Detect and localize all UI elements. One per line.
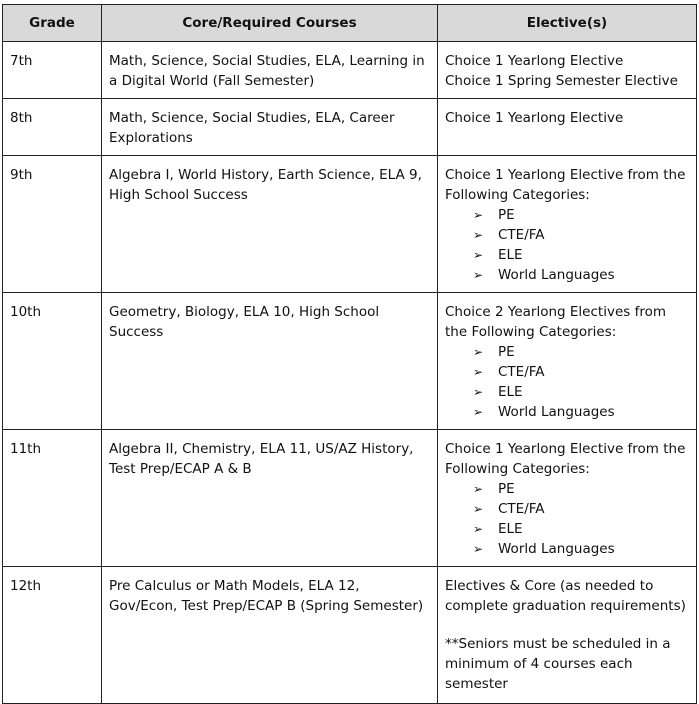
core-courses-cell: Pre Calculus or Math Models, ELA 12, Gov/Econ, Test Prep/ECAP B (Spring Semester) [102,567,438,704]
category-label: World Languages [498,267,615,283]
arrow-bullet-icon: ➢ [473,542,484,556]
list-item [473,499,689,519]
category-label: PE [498,207,515,223]
core-courses-cell: Math, Science, Social Studies, ELA, Learning in a Digital World (Fall Semester) [102,42,438,99]
grade-cell: 9th [3,156,102,293]
category-list [445,342,689,422]
core-courses-header: Core/Required Courses [102,5,438,42]
table-row [3,567,697,704]
list-item [473,362,689,382]
seniors-note: **Seniors must be scheduled in a minimum of 4 courses each semester [445,636,671,692]
arrow-bullet-icon: ➢ [473,482,484,496]
table-row [3,42,697,99]
electives-cell [438,156,697,293]
list-item [473,225,689,245]
arrow-bullet-icon: ➢ [473,248,484,262]
electives-cell [438,293,697,430]
grade-cell: 8th [3,99,102,156]
grade-cell: 7th [3,42,102,99]
table-row [3,156,697,293]
grade-header: Grade [3,5,102,42]
core-courses-cell: Algebra II, Chemistry, ELA 11, US/AZ History, Test Prep/ECAP A & B [102,430,438,567]
arrow-bullet-icon: ➢ [473,522,484,536]
list-item [473,265,689,285]
category-label: CTE/FA [498,364,545,380]
course-requirements-table [2,4,697,704]
category-label: ELE [498,521,523,537]
arrow-bullet-icon: ➢ [473,345,484,359]
core-courses-cell: Algebra I, World History, Earth Science, ELA 9, High School Success [102,156,438,293]
category-label: ELE [498,384,523,400]
category-label: PE [498,481,515,497]
arrow-bullet-icon: ➢ [473,268,484,282]
category-list [445,479,689,559]
list-item [473,245,689,265]
core-courses-cell: Math, Science, Social Studies, ELA, Career Explorations [102,99,438,156]
elective-line: Choice 1 Yearlong Elective [445,53,624,69]
category-label: ELE [498,247,523,263]
list-item [473,402,689,422]
grade-cell: 11th [3,430,102,567]
arrow-bullet-icon: ➢ [473,405,484,419]
header-row [3,5,697,42]
list-item [473,479,689,499]
arrow-bullet-icon: ➢ [473,385,484,399]
elective-intro: Electives & Core (as needed to complete graduation requirements) [445,578,686,614]
arrow-bullet-icon: ➢ [473,365,484,379]
category-label: World Languages [498,541,615,557]
elective-intro: Choice 1 Yearlong Elective from the Following Categories: [445,441,686,477]
elective-line: Choice 1 Yearlong Elective [445,110,624,126]
arrow-bullet-icon: ➢ [473,228,484,242]
list-item [473,539,689,559]
electives-cell [438,430,697,567]
elective-line: Choice 1 Spring Semester Elective [445,73,678,89]
category-list [445,205,689,285]
grade-cell: 10th [3,293,102,430]
category-label: PE [498,344,515,360]
table-row [3,430,697,567]
list-item [473,519,689,539]
grade-cell: 12th [3,567,102,704]
core-courses-cell: Geometry, Biology, ELA 10, High School Success [102,293,438,430]
list-item [473,342,689,362]
table-row [3,293,697,430]
electives-cell [438,42,697,99]
table-row [3,99,697,156]
arrow-bullet-icon: ➢ [473,208,484,222]
electives-cell [438,99,697,156]
list-item [473,382,689,402]
elective-intro: Choice 1 Yearlong Elective from the Following Categories: [445,167,686,203]
electives-header: Elective(s) [438,5,697,42]
electives-cell [438,567,697,704]
list-item [473,205,689,225]
category-label: CTE/FA [498,227,545,243]
category-label: World Languages [498,404,615,420]
category-label: CTE/FA [498,501,545,517]
elective-intro: Choice 2 Yearlong Electives from the Following Categories: [445,304,666,340]
arrow-bullet-icon: ➢ [473,502,484,516]
